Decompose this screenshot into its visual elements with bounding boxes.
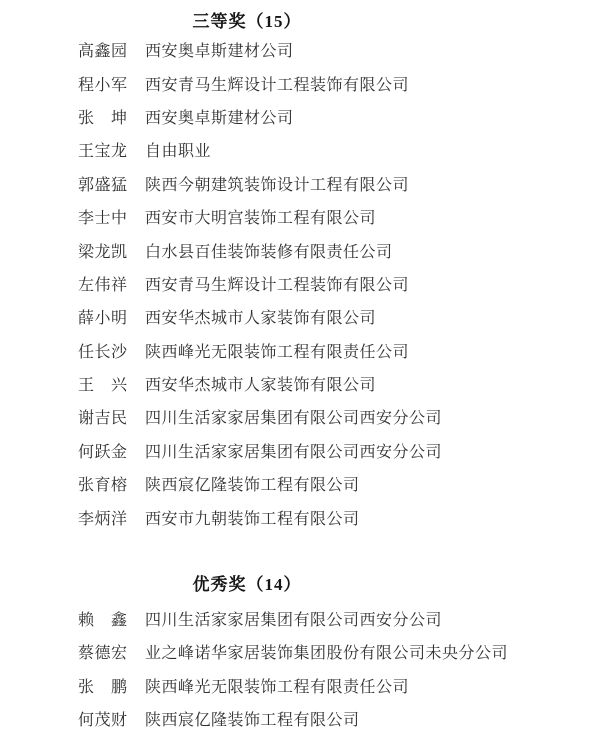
winner-name: 谢吉民 [78, 410, 128, 428]
award-row [0, 400, 600, 433]
winner-name: 李炳洋 [78, 510, 128, 528]
winner-company: 陕西峰光无限装饰工程有限责任公司 [145, 343, 410, 361]
award-row [0, 367, 600, 400]
award-row [0, 434, 600, 467]
winner-name: 薛小明 [78, 310, 128, 328]
winner-company: 陕西峰光无限装饰工程有限责任公司 [145, 678, 410, 696]
winner-company: 西安市大明宫装饰工程有限公司 [145, 210, 377, 228]
award-row [0, 200, 600, 233]
winner-name: 赖 鑫 [78, 612, 128, 630]
award-row [0, 66, 600, 99]
winner-company: 四川生活家家居集团有限公司西安分公司 [145, 410, 443, 428]
winner-name: 何茂财 [78, 712, 128, 729]
winner-company: 西安华杰城市人家装饰有限公司 [145, 310, 377, 328]
award-row [0, 167, 600, 200]
winner-company: 西安市九朝装饰工程有限公司 [145, 510, 360, 528]
winner-name: 蔡德宏 [78, 645, 128, 663]
award-row [0, 635, 600, 668]
award-row [0, 467, 600, 500]
winner-name: 左伟祥 [78, 276, 128, 294]
award-section [0, 574, 600, 729]
winner-name: 李士中 [78, 210, 128, 228]
winner-name: 梁龙凯 [78, 243, 128, 261]
award-row [0, 33, 600, 66]
award-row [0, 702, 600, 729]
section-rows [0, 602, 600, 729]
winner-name: 何跃金 [78, 443, 128, 461]
winner-company: 业之峰诺华家居装饰集团股份有限公司未央分公司 [145, 645, 509, 663]
award-row [0, 100, 600, 133]
winner-company: 四川生活家家居集团有限公司西安分公司 [145, 443, 443, 461]
winner-name: 任长沙 [78, 343, 128, 361]
award-row [0, 233, 600, 266]
award-row [0, 602, 600, 635]
award-row [0, 500, 600, 533]
winner-company: 西安奥卓斯建材公司 [145, 109, 294, 127]
winner-company: 自由职业 [145, 143, 212, 161]
winner-company: 陕西今朝建筑装饰设计工程有限公司 [145, 176, 410, 194]
winner-company: 西安奥卓斯建材公司 [145, 43, 294, 61]
section-title: 三等奖（15） [192, 12, 302, 31]
winner-company: 西安华杰城市人家装饰有限公司 [145, 377, 377, 395]
award-row [0, 133, 600, 166]
winner-company: 陕西宸亿隆装饰工程有限公司 [145, 712, 360, 729]
winner-name: 张育榕 [78, 477, 128, 495]
winner-name: 郭盛猛 [78, 176, 128, 194]
section-rows [0, 33, 600, 534]
award-row [0, 334, 600, 367]
winner-company: 白水县百佳装饰装修有限责任公司 [145, 243, 393, 261]
winner-company: 四川生活家家居集团有限公司西安分公司 [145, 612, 443, 630]
winner-company: 西安青马生辉设计工程装饰有限公司 [145, 276, 410, 294]
award-row [0, 300, 600, 333]
winner-name: 程小军 [78, 76, 128, 94]
section-title: 优秀奖（14） [192, 574, 302, 594]
winner-name: 王宝龙 [78, 143, 128, 161]
award-row [0, 267, 600, 300]
award-row [0, 669, 600, 702]
winner-name: 张 鹏 [78, 678, 128, 696]
winner-company: 西安青马生辉设计工程装饰有限公司 [145, 76, 410, 94]
winner-name: 张 坤 [78, 109, 128, 127]
winner-name: 高鑫园 [78, 43, 128, 61]
winner-name: 王 兴 [78, 377, 128, 395]
winner-company: 陕西宸亿隆装饰工程有限公司 [145, 477, 360, 495]
